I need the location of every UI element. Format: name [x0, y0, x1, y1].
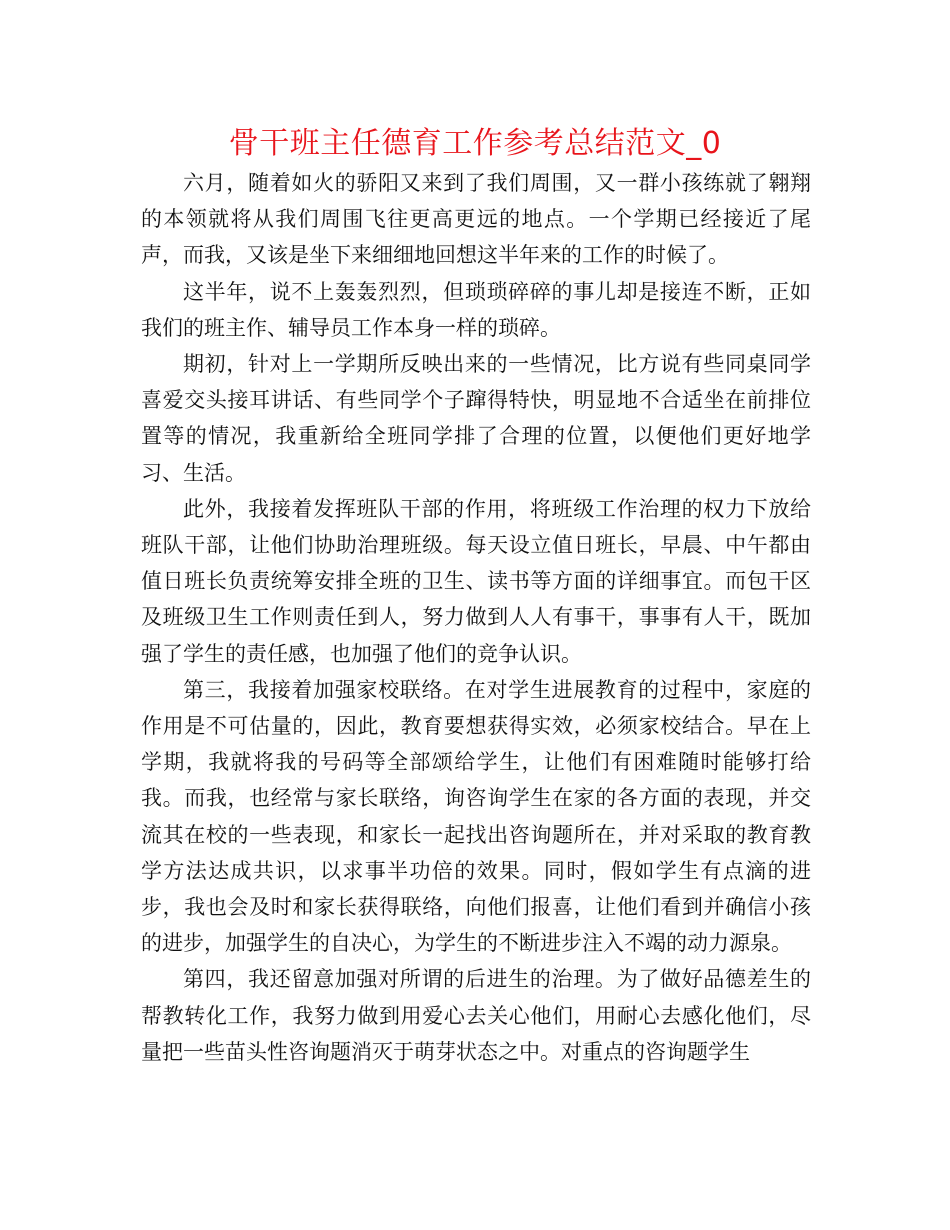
paragraph-6: 第四，我还留意加强对所谓的后进生的治理。为了做好品德差生的帮教转化工作，我努力做到用爱心去关心他们，用耐心去感化他们，尽量把一些苗头性咨询题消灭于萌芽状态之中。对重点的咨询题学生: [141, 967, 811, 1064]
paragraph-2: 这半年，说不上轰轰烈烈，但琐琐碎碎的事儿却是接连不断，正如我们的班主作、辅导员工作本身一样的琐碎。: [141, 279, 811, 340]
document-body: [141, 165, 811, 1070]
paragraph-1: 六月，随着如火的骄阳又来到了我们周围，又一群小孩练就了翱翔的本领就将从我们周围飞往更高更远的地点。一个学期已经接近了尾声，而我，又该是坐下来细细地回想这半年来的工作的时候了。: [141, 171, 811, 268]
paragraph-5: 第三，我接着加强家校联络。在对学生进展教育的过程中，家庭的作用是不可估量的，因此，教育要想获得实效，必须家校结合。早在上学期，我就将我的号码等全部颂给学生，让他们有困难随时能够打给我。而我，也经常与家长联络，询咨询学生在家的各方面的表现，并交流其在校的一些表现，和家长一起找出咨询题所在，并对采取的教育教学方法达成共识，以求事半功倍的效果。同时，假如学生有点滴的进步，我也会及时和家长获得联络，向他们报喜，让他们看到并确信小孩的进步，加强学生的自决心，为学生的不断进步注入不竭的动力源泉。: [141, 677, 811, 956]
paragraph-4: 此外，我接着发挥班队干部的作用，将班级工作治理的权力下放给班队干部，让他们协助治理班级。每天设立值日班长，早晨、中午都由值日班长负责统筹安排全班的卫生、读书等方面的详细事宜。而包干区及班级卫生工作则责任到人，努力做到人人有事干，事事有人干，既加强了学生的责任感，也加强了他们的竞争认识。: [141, 496, 811, 666]
document-title: 骨干班主任德育工作参考总结范文_0: [228, 126, 722, 161]
paragraph-3: 期初，针对上一学期所反映出来的一些情况，比方说有些同桌同学喜爱交头接耳讲话、有些同学个子蹿得特快，明显地不合适坐在前排位置等的情况，我重新给全班同学排了合理的位置，以便他们更好地学习、生活。: [141, 352, 811, 485]
